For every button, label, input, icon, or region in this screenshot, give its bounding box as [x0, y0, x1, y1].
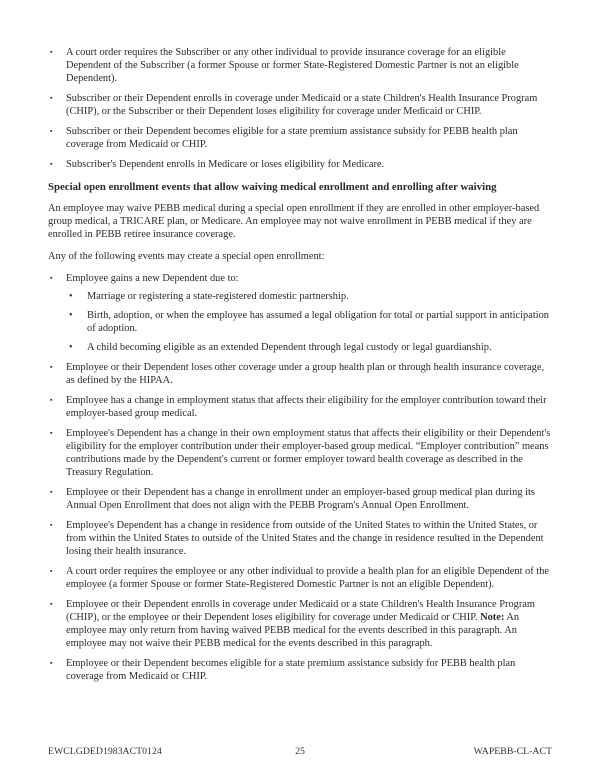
square-bullet-icon: ▪	[50, 488, 53, 496]
section-heading: Special open enrollment events that allow waiving medical enrollment and enrolling after waiving	[48, 181, 497, 193]
square-bullet-icon: ▪	[50, 600, 53, 608]
bullet-text: Employee or their Dependent becomes eligible for a state premium assistance subsidy for PEBB health plan coverage from Medicaid or CHIP.	[66, 658, 516, 682]
bullet-item	[48, 394, 552, 420]
square-bullet-icon: ▪	[50, 48, 53, 56]
bullet-item	[48, 598, 552, 650]
sub-bullet-item	[66, 309, 552, 335]
bullet-text: A court order requires the employee or any other individual to provide a health plan for an eligible Dependent of the employee (a former Spouse or former State-Registered Domestic Partner is not an eligible Dependent).	[66, 566, 550, 590]
bullet-text: Employee's Dependent has a change in residence from outside of the United States to within the United States, or from within the United States to outside of the United States and the change in residence resulted in the Dependent losing their health insurance.	[66, 520, 544, 557]
bullet-item	[48, 158, 552, 171]
bullet-item	[48, 361, 552, 387]
square-bullet-icon: ▪	[50, 521, 53, 529]
sub-bullet-item	[66, 290, 552, 303]
bullet-item	[48, 657, 552, 683]
square-bullet-icon: ▪	[50, 429, 53, 437]
square-bullet-icon: ▪	[50, 567, 53, 575]
square-bullet-icon: ▪	[50, 160, 53, 168]
square-bullet-icon: ▪	[50, 274, 53, 282]
bullet-text: A child becoming eligible as an extended Dependent through legal custody or legal guardianship.	[87, 342, 492, 353]
lead-in-paragraph: Any of the following events may create a special open enrollment:	[48, 251, 325, 262]
round-bullet-icon: •	[69, 310, 73, 321]
medicaid-text-pre: Employee or their Dependent enrolls in coverage under Medicaid or a state Children's Health Insurance Program (CHIP), or the employee or their Dependent loses eligibility for coverage under Medicaid or CHIP.	[66, 599, 535, 623]
bullet-text: Marriage or registering a state-registered domestic partnership.	[87, 291, 349, 302]
waiving-bullet-list	[48, 46, 552, 171]
footer-page-number: 25	[295, 746, 305, 757]
bullet-text: Subscriber's Dependent enrolls in Medicare or loses eligibility for Medicare.	[66, 159, 385, 170]
bullet-text: Employee gains a new Dependent due to:	[66, 273, 239, 284]
square-bullet-icon: ▪	[50, 363, 53, 371]
bullet-item	[48, 565, 552, 591]
bullet-item	[48, 272, 552, 285]
page-footer	[48, 745, 552, 758]
bullet-text: Subscriber or their Dependent enrolls in coverage under Medicaid or a state Children's Health Insurance Program (CHIP), or the Subscriber or their Dependent loses eligibility for coverage under Medicaid or CHIP.	[66, 93, 538, 117]
bullet-text: Employee or their Dependent has a change in enrollment under an employer-based group medical plan during its Annual Open Enrollment that does not align with the PEBB Program's Annual Open Enrollment.	[66, 487, 535, 511]
bullet-item	[48, 519, 552, 558]
bullet-item	[48, 427, 552, 479]
footer-doc-code: EWCLGDED1983ACT0124	[48, 746, 162, 757]
bullet-text: Employee's Dependent has a change in their own employment status that affects their eligibility or their Dependent's eligibility for the employer contribution under their employer-based group medical. “Employer contribution” means contributions made by the Dependent's current or former employer toward health coverage as described in the Treasury Regulation.	[66, 428, 551, 478]
sub-bullet-item	[66, 341, 552, 354]
round-bullet-icon: •	[69, 291, 73, 302]
special-open-enrollment-list	[48, 272, 552, 683]
square-bullet-icon: ▪	[50, 396, 53, 404]
intro-paragraph: An employee may waive PEBB medical during a special open enrollment if they are enrolled in other employer-based group medical, a TRICARE plan, or Medicare. An employee may not waive enrollment in PEBB medical if they are enrolled in PEBB retiree insurance coverage.	[48, 203, 540, 240]
bullet-text: Subscriber or their Dependent becomes eligible for a state premium assistance subsidy for PEBB health plan coverage from Medicaid or CHIP.	[66, 126, 518, 150]
square-bullet-icon: ▪	[50, 127, 53, 135]
footer-form-code: WAPEBB-CL-ACT	[473, 746, 552, 757]
bullet-item	[48, 125, 552, 151]
bullet-item	[48, 486, 552, 512]
bullet-text: Birth, adoption, or when the employee has assumed a legal obligation for total or partial support in anticipation of adoption.	[87, 310, 549, 334]
bullet-text-with-note	[66, 598, 552, 650]
bullet-item	[48, 46, 552, 85]
bullet-text: Employee or their Dependent loses other coverage under a group health plan or through health insurance coverage, as defined by the HIPAA.	[66, 362, 545, 386]
round-bullet-icon: •	[69, 342, 73, 353]
square-bullet-icon: ▪	[50, 659, 53, 667]
note-label: Note:	[480, 612, 505, 623]
medicaid-text-post: An employee may only return from having waived PEBB medical for the events described in this paragraph. An employee may not waive their PEBB medical for the events described in this paragraph.	[66, 612, 520, 649]
bullet-text: A court order requires the Subscriber or any other individual to provide insurance coverage for an eligible Dependent of the Subscriber (a former Spouse or former State-Registered Domestic Partner is not an eligible Dependent).	[66, 47, 519, 84]
gains-dependent-sublist	[66, 290, 552, 354]
square-bullet-icon: ▪	[50, 94, 53, 102]
bullet-text: Employee has a change in employment status that affects their eligibility for the employer contribution toward their employer-based group medical.	[66, 395, 547, 419]
bullet-item	[48, 92, 552, 118]
